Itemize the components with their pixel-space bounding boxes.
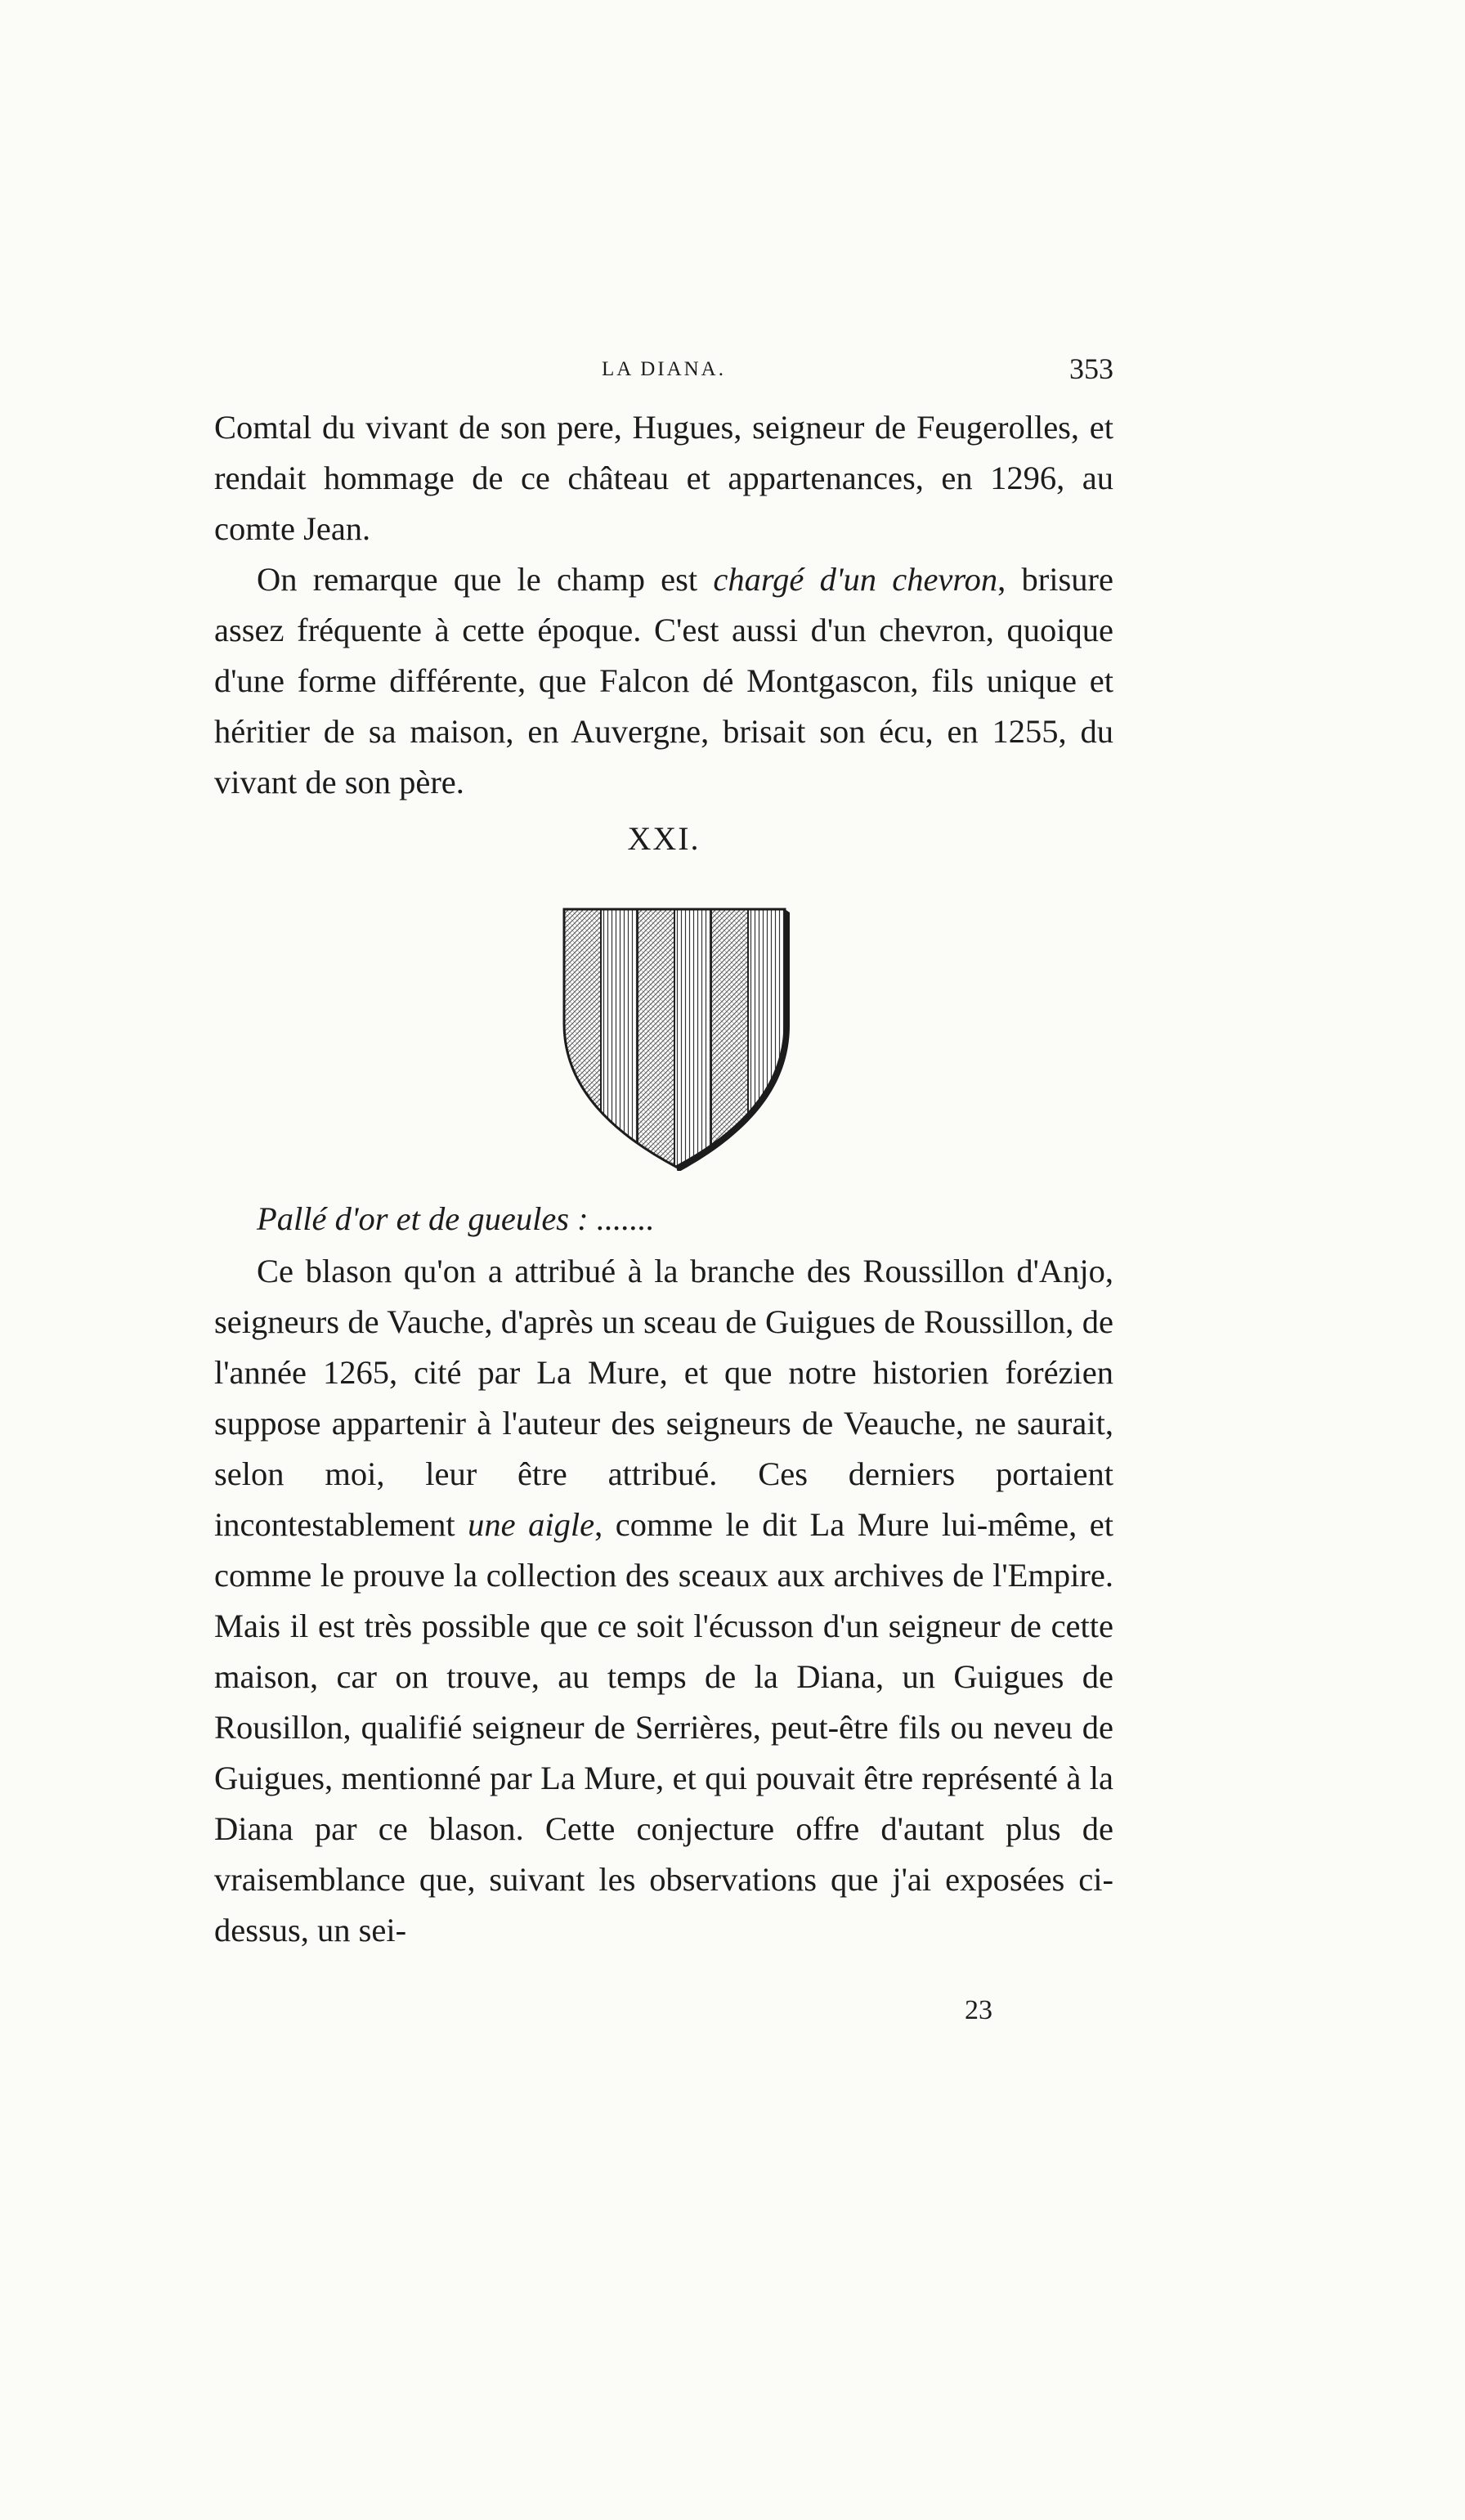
blazon-line: Pallé d'or et de gueules : ....... [257,1200,655,1237]
striped-heraldic-shield-icon [558,901,795,1171]
signature-mark: 23 [965,1995,992,2025]
paragraph-roussillon-part-2: , comme le dit La Mure lui-même, et comme le prouve la collection des sceaux aux archives de l'Empire. Mais il est très possible que ce soit l'écusson d'un seigneur de cette maison, car on trouve, au temps de la Diana, un Guigues de Rousillon, qualifié seigneur de Serrières, peut-être fils ou neveu de Guigues, mentionné par La Mure, et qui pouvait être représenté à la Diana par ce blason. Cette conjecture offre d'autant plus de vraisemblance que, suivant les observations que j'ai exposées ci-dessus, un sei- [214,1506,1113,1948]
paragraph-chevron-part-2: , brisure assez fréquente à cette époque. C'est aussi d'un chevron, quoique d'une forme différente, que Falcon dé Montgascon, fils unique et héritier de sa maison, en Auvergne, brisait son écu, en 1255, du vivant de son père. [214,561,1113,800]
section-heading: XXI. [627,820,701,857]
paragraph-chevron-part-1: On remarque que le champ est [257,561,714,598]
text-block-bottom [214,1246,1113,1956]
paragraph-roussillon [214,1246,1113,1956]
page-number: 353 [1069,352,1113,385]
paragraph-chevron-italic: chargé d'un chevron [713,561,998,598]
paragraph-chevron [214,554,1113,808]
running-title: LA DIANA. [602,358,726,380]
paragraph-roussillon-italic: une aigle [468,1506,595,1543]
running-head [214,352,1113,399]
paragraph-continuation: Comtal du vivant de son pere, Hugues, seigneur de Feugerolles, et rendait hommage de ce château et appartenances, en 1296, au comte Jean. [214,409,1113,547]
paragraph-roussillon-part-1: Ce blason qu'on a attribué à la branche des Roussillon d'Anjo, seigneurs de Vauche, d'après un sceau de Guigues de Roussillon, de l'année 1265, cité par La Mure, et que notre historien forézien suppose appartenir à l'auteur des seigneurs de Veauche, ne saurait, selon moi, leur être attribué. Ces derniers portaient incontestablement [214,1253,1113,1543]
text-block-top [214,402,1113,808]
